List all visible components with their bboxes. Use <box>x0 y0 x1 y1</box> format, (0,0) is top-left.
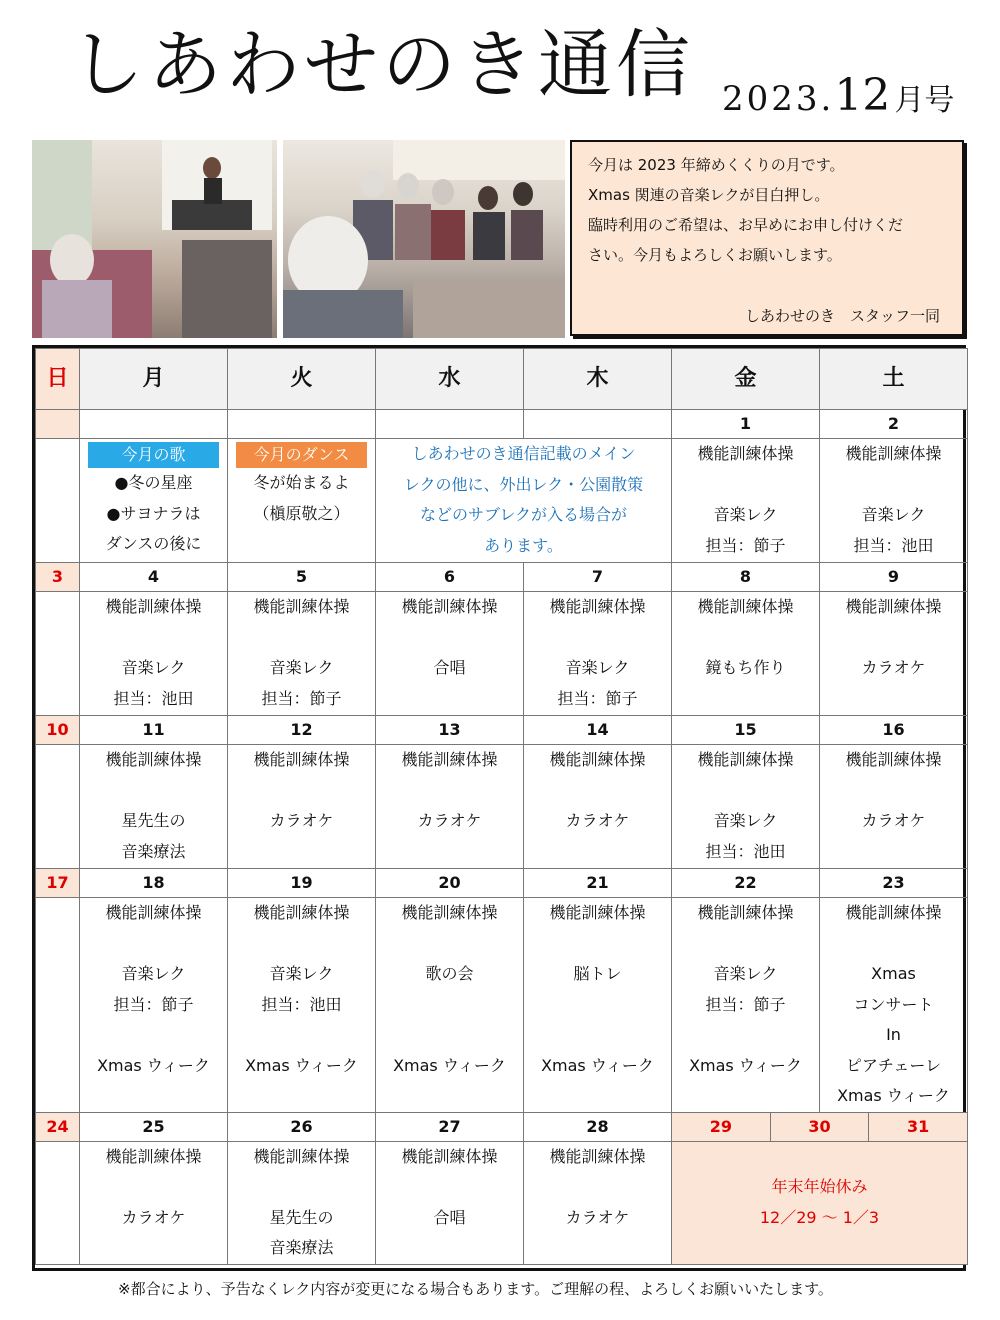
sub-rec-note <box>376 439 672 563</box>
activity-row <box>36 745 968 869</box>
weekday-sat: 土 <box>820 349 968 410</box>
note-line: あります。 <box>484 535 563 555</box>
activity-row <box>36 592 968 716</box>
issue-suffix: 月号 <box>894 83 955 118</box>
date-cell: 11 <box>80 716 228 745</box>
activity-line: Xmas ウィーク <box>97 1055 210 1075</box>
calendar <box>32 345 966 1271</box>
holiday-line: 12／29 ～ 1／3 <box>759 1207 880 1227</box>
activity-line: 音楽レク <box>121 658 186 677</box>
activity-cell <box>524 898 672 1113</box>
activity-cell <box>228 592 376 716</box>
date-cell: 18 <box>80 869 228 898</box>
date-cell: 17 <box>36 869 80 898</box>
weekday-wed: 水 <box>376 349 524 410</box>
activity-line <box>376 929 523 960</box>
activity-line <box>80 623 227 654</box>
activity-line <box>672 776 819 807</box>
activity-cell <box>80 745 228 869</box>
date-cell <box>376 410 524 439</box>
activity-line: 機能訓練体操 <box>401 597 498 616</box>
weekday-sun: 日 <box>36 349 80 410</box>
activity-line <box>820 684 967 715</box>
date-row <box>36 1112 968 1141</box>
activity-line <box>376 1020 523 1051</box>
activity-line: Xmas ウィーク <box>689 1055 802 1075</box>
activity-line <box>820 776 967 807</box>
activity-line <box>672 929 819 960</box>
activity-cell <box>524 745 672 869</box>
activity-line: 機能訓練体操 <box>697 444 794 463</box>
song-line: ダンスの後に <box>105 534 202 553</box>
activity-line <box>80 1172 227 1203</box>
activity-line: カラオケ <box>269 811 334 830</box>
activity-line: カラオケ <box>565 811 630 830</box>
activity-cell <box>376 1141 524 1264</box>
activity-cell-empty <box>36 745 80 869</box>
activity-line: 機能訓練体操 <box>697 597 794 616</box>
activity-line: 機能訓練体操 <box>105 750 202 769</box>
notice-line: さい。今月もよろしくお願いします。 <box>588 246 842 264</box>
activity-line: 機能訓練体操 <box>253 1146 350 1166</box>
activity-line <box>376 684 523 715</box>
date-cell: 10 <box>36 716 80 745</box>
date-cell: 19 <box>228 869 376 898</box>
activity-cell <box>376 898 524 1113</box>
activity-line: 音楽レク <box>565 658 630 677</box>
notice-line: 今月は 2023 年締めくくりの月です。 <box>588 156 845 174</box>
activity-line: 機能訓練体操 <box>549 597 646 616</box>
activity-line: 機能訓練体操 <box>401 750 498 769</box>
year-end-holiday-cell <box>672 1141 968 1264</box>
activity-line: Xmas <box>871 964 916 983</box>
note-line: しあわせのき通信記載のメイン <box>411 444 636 463</box>
activity-line: 機能訓練体操 <box>253 903 350 922</box>
activity-line <box>820 470 967 501</box>
weekday-thu: 木 <box>524 349 672 410</box>
date-cell: 7 <box>524 563 672 592</box>
activity-line: Xmas ウィーク <box>245 1055 358 1075</box>
activity-line: 機能訓練体操 <box>845 750 942 769</box>
activity-line <box>820 929 967 960</box>
date-cell: 25 <box>80 1112 228 1141</box>
date-cell: 27 <box>376 1112 524 1141</box>
activity-cell <box>820 439 968 563</box>
activity-line: 機能訓練体操 <box>549 1146 646 1166</box>
activity-line: 担当：節子 <box>113 994 194 1014</box>
activity-line: 音楽レク <box>861 505 926 524</box>
activity-line: 音楽レク <box>713 505 778 524</box>
date-cell <box>524 410 672 439</box>
dance-of-month-cell <box>228 439 376 563</box>
activity-line: 歌の会 <box>425 964 474 983</box>
activity-line: 機能訓練体操 <box>105 597 202 616</box>
activity-line: 音楽レク <box>121 964 186 983</box>
song-tag: 今月の歌 <box>88 442 219 468</box>
activity-line: 機能訓練体操 <box>845 444 942 463</box>
activity-cell <box>672 439 820 563</box>
activity-cell <box>80 898 228 1113</box>
activity-line <box>524 776 671 807</box>
activity-line: Xmas ウィーク <box>541 1055 654 1075</box>
holiday-line: 年末年始休み <box>771 1177 868 1196</box>
activity-line <box>524 837 671 868</box>
date-cell: 3 <box>36 563 80 592</box>
activity-cell <box>820 745 968 869</box>
activity-line <box>80 776 227 807</box>
activity-line: カラオケ <box>417 811 482 830</box>
activity-line <box>80 1020 227 1051</box>
footer-note: ※都合により、予告なくレク内容が変更になる場合もあります。ご理解の程、よろしくお願いいたします。 <box>118 1280 833 1298</box>
activity-line <box>672 1020 819 1051</box>
activity-line <box>228 776 375 807</box>
activity-cell <box>524 1141 672 1264</box>
activity-line: 音楽レク <box>713 811 778 830</box>
date-cell: 22 <box>672 869 820 898</box>
activity-line: Xmas ウィーク <box>393 1055 506 1075</box>
weekday-tue: 火 <box>228 349 376 410</box>
activity-line: 鏡もち作り <box>705 658 786 677</box>
weekday-fri: 金 <box>672 349 820 410</box>
photo-piano-performance <box>32 140 277 338</box>
activity-line: 機能訓練体操 <box>253 597 350 616</box>
activity-line <box>228 1172 375 1203</box>
activity-line <box>524 1172 671 1203</box>
activity-cell-empty <box>36 1141 80 1264</box>
dance-tag: 今月のダンス <box>236 442 367 468</box>
activity-line: 音楽療法 <box>269 1238 334 1257</box>
activity-line: 機能訓練体操 <box>401 903 498 922</box>
date-cell: 20 <box>376 869 524 898</box>
activity-cell <box>80 592 228 716</box>
activity-line: 担当：池田 <box>705 841 786 861</box>
activity-line: 機能訓練体操 <box>697 903 794 922</box>
activity-line: 音楽レク <box>713 964 778 983</box>
activity-line <box>80 1233 227 1264</box>
activity-line <box>524 990 671 1021</box>
activity-line <box>228 837 375 868</box>
activity-line: 脳トレ <box>573 964 622 983</box>
activity-line <box>376 623 523 654</box>
date-cell: 4 <box>80 563 228 592</box>
date-cell: 16 <box>820 716 968 745</box>
activity-row <box>36 439 968 563</box>
activity-line: 担当：節子 <box>705 994 786 1014</box>
activity-line <box>820 837 967 868</box>
activity-row <box>36 898 968 1113</box>
date-row <box>36 716 968 745</box>
date-cell <box>36 410 80 439</box>
activity-line: 星先生の <box>121 811 186 830</box>
date-row <box>36 410 968 439</box>
activity-line: 機能訓練体操 <box>845 597 942 616</box>
activity-line <box>228 623 375 654</box>
date-cell <box>80 410 228 439</box>
date-row <box>36 869 968 898</box>
notice-signature: しあわせのき スタッフ一同 <box>744 307 940 325</box>
year-end-dates <box>672 1112 968 1141</box>
activity-line <box>228 929 375 960</box>
activity-line <box>228 1020 375 1051</box>
activity-line: 機能訓練体操 <box>253 750 350 769</box>
activity-cell <box>672 898 820 1113</box>
activity-line: ピアチェーレ <box>845 1055 942 1075</box>
date-cell <box>228 410 376 439</box>
activity-cell <box>524 592 672 716</box>
activity-line: 機能訓練体操 <box>549 903 646 922</box>
weekday-mon: 月 <box>80 349 228 410</box>
issue-label <box>722 70 955 121</box>
activity-cell <box>228 745 376 869</box>
activity-line: 機能訓練体操 <box>549 750 646 769</box>
activity-line: 機能訓練体操 <box>105 1146 202 1166</box>
dance-line: （槇原敬之） <box>253 503 350 523</box>
activity-line: 合唱 <box>433 1207 466 1227</box>
activity-line: Xmas ウィーク <box>837 1086 950 1105</box>
dance-line: 冬が始まるよ <box>253 473 350 492</box>
activity-line <box>376 990 523 1021</box>
activity-line: 音楽レク <box>269 658 334 677</box>
date-cell: 13 <box>376 716 524 745</box>
activity-cell <box>376 745 524 869</box>
calendar-table <box>35 348 968 1265</box>
activity-line: 担当：節子 <box>705 535 786 555</box>
activity-line: 機能訓練体操 <box>105 903 202 922</box>
date-cell: 26 <box>228 1112 376 1141</box>
issue-month: 12 <box>834 70 891 121</box>
activity-cell <box>672 745 820 869</box>
date-cell: 21 <box>524 869 672 898</box>
activity-line <box>524 1020 671 1051</box>
activity-cell-empty <box>36 439 80 563</box>
activity-line: カラオケ <box>861 658 926 677</box>
note-line: レクの他に、外出レク・公園散策 <box>403 474 644 494</box>
song-line: ●サヨナラは <box>106 503 201 523</box>
date-cell: 9 <box>820 563 968 592</box>
activity-line <box>672 470 819 501</box>
activity-line <box>820 623 967 654</box>
song-line: ●冬の星座 <box>114 473 193 492</box>
activity-line: 担当：池田 <box>261 994 342 1014</box>
activity-line: カラオケ <box>861 811 926 830</box>
activity-line <box>672 684 819 715</box>
newsletter-title: しあわせのき通信 <box>70 22 694 108</box>
activity-line: カラオケ <box>121 1207 186 1227</box>
activity-line: 担当：節子 <box>557 688 638 708</box>
activity-cell-empty <box>36 592 80 716</box>
date-cell: 23 <box>820 869 968 898</box>
activity-line: 合唱 <box>433 658 466 677</box>
weekday-header-row <box>36 349 968 410</box>
activity-line <box>672 623 819 654</box>
activity-line <box>524 1233 671 1264</box>
activity-line: カラオケ <box>565 1207 630 1227</box>
song-of-month-cell <box>80 439 228 563</box>
activity-line: 担当：池田 <box>853 535 934 555</box>
activity-line: In <box>886 1025 901 1044</box>
activity-line: 星先生の <box>269 1207 334 1227</box>
date-cell: 31 <box>868 1113 967 1141</box>
date-cell: 12 <box>228 716 376 745</box>
note-line: などのサブレクが入る場合が <box>419 505 628 524</box>
activity-line: 機能訓練体操 <box>401 1146 498 1166</box>
activity-line <box>524 929 671 960</box>
activity-line <box>376 1172 523 1203</box>
activity-cell <box>228 898 376 1113</box>
activity-cell <box>376 592 524 716</box>
date-cell: 5 <box>228 563 376 592</box>
activity-line: コンサート <box>853 994 934 1014</box>
activity-line: 担当：池田 <box>113 688 194 708</box>
date-cell: 6 <box>376 563 524 592</box>
issue-year: 2023. <box>722 79 835 119</box>
photo-residents-group <box>283 140 565 338</box>
notice-box <box>570 140 964 336</box>
notice-line: Xmas 関連の音楽レクが目白押し。 <box>588 186 830 204</box>
date-cell: 28 <box>524 1112 672 1141</box>
activity-line: 機能訓練体操 <box>845 903 942 922</box>
activity-cell <box>228 1141 376 1264</box>
activity-cell <box>672 592 820 716</box>
date-cell: 8 <box>672 563 820 592</box>
activity-line: 音楽療法 <box>121 841 186 861</box>
activity-cell <box>80 1141 228 1264</box>
activity-line <box>376 837 523 868</box>
activity-line: 音楽レク <box>269 964 334 983</box>
date-cell: 30 <box>770 1113 869 1141</box>
notice-line: 臨時利用のご希望は、お早めにお申し付けくだ <box>588 216 904 234</box>
date-cell: 15 <box>672 716 820 745</box>
activity-line <box>80 929 227 960</box>
activity-line <box>524 623 671 654</box>
activity-cell-empty <box>36 898 80 1113</box>
date-cell: 24 <box>36 1112 80 1141</box>
activity-line <box>376 776 523 807</box>
date-cell: 2 <box>820 410 968 439</box>
activity-row <box>36 1141 968 1264</box>
date-row <box>36 563 968 592</box>
activity-line: 担当：節子 <box>261 688 342 708</box>
activity-line <box>376 1233 523 1264</box>
date-cell: 14 <box>524 716 672 745</box>
activity-cell <box>820 592 968 716</box>
activity-line: 機能訓練体操 <box>697 750 794 769</box>
date-cell: 29 <box>709 1116 732 1136</box>
date-cell: 1 <box>672 410 820 439</box>
activity-cell <box>820 898 968 1113</box>
